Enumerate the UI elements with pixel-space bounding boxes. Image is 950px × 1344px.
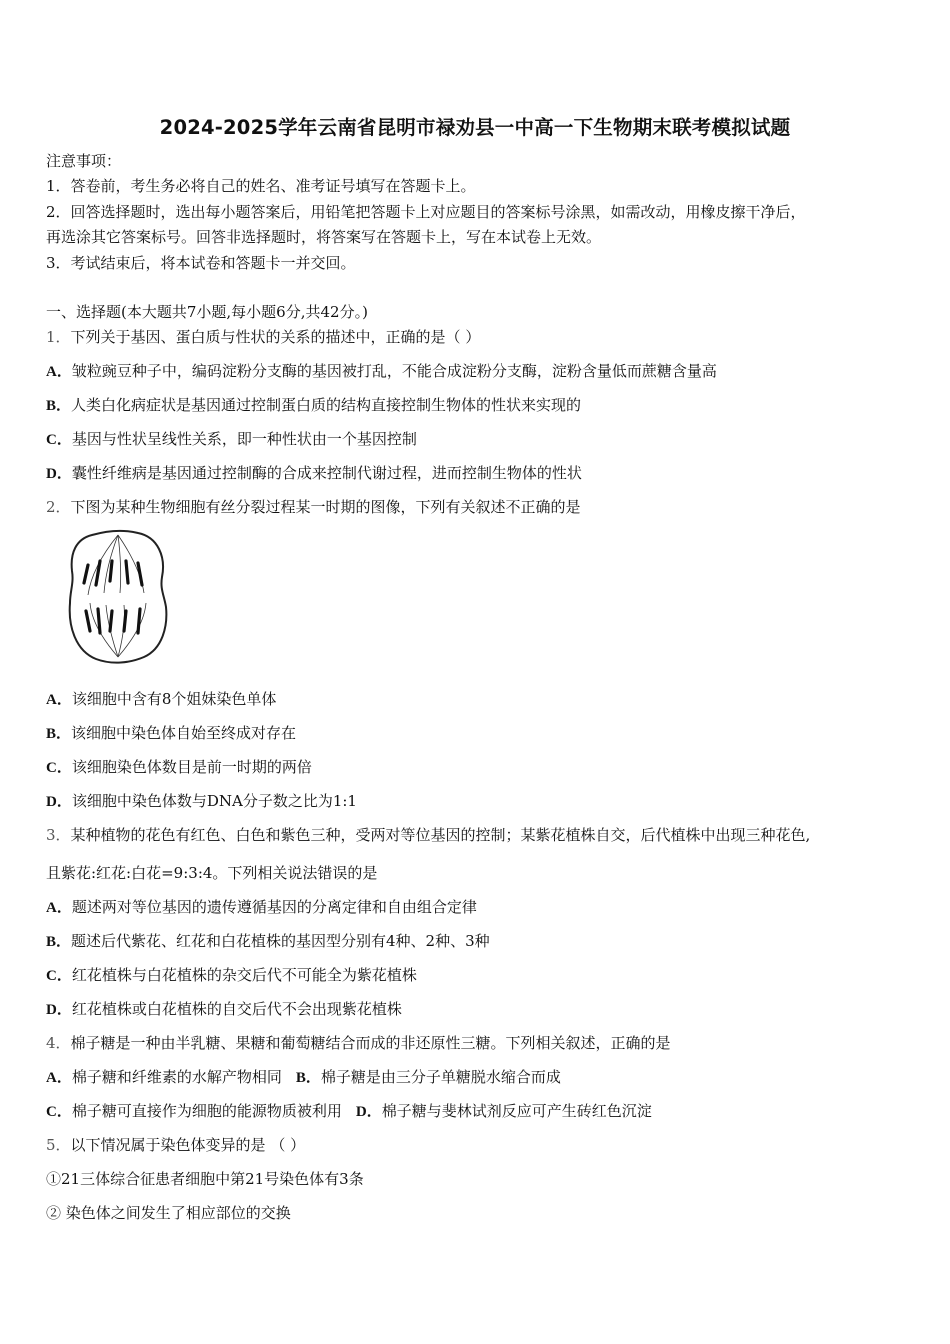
notice-item-1: 1．答卷前，考生务必将自己的姓名、准考证号填写在答题卡上。: [46, 177, 476, 195]
option-label: A．: [46, 364, 72, 380]
option-text: 囊性纤维病是基因通过控制酶的合成来控制代谢过程，进而控制生物体的性状: [71, 464, 582, 482]
question-stem: 下列关于基因、蛋白质与性状的关系的描述中，正确的是（ ）: [70, 328, 481, 346]
option-text: 人类白化病症状是基因通过控制蛋白质的结构直接控制生物体的性状来实现的: [71, 396, 582, 414]
q1-option-b: [46, 395, 581, 416]
q1-option-c: [46, 429, 417, 450]
q5-item-2: ② 染色体之间发生了相应部位的交换: [46, 1204, 291, 1222]
mitosis-cell-figure: [62, 527, 174, 665]
section-heading: 一、选择题(本大题共7小题,每小题6分,共42分。): [46, 303, 368, 321]
option-text: 该细胞中含有8个姐妹染色单体: [71, 690, 277, 708]
option-text: 棉子糖和纤维素的水解产物相同: [71, 1068, 282, 1086]
option-text: 基因与性状呈线性关系，即一种性状由一个基因控制: [71, 430, 417, 448]
question-number: 3．: [46, 826, 71, 844]
option-text: 题述两对等位基因的遗传遵循基因的分离定律和自由组合定律: [71, 898, 477, 916]
option-label: A．: [46, 692, 72, 708]
question-stem: 下图为某种生物细胞有丝分裂过程某一时期的图像，下列有关叙述不正确的是: [70, 498, 581, 516]
q5-item-1: ①21三体综合征患者细胞中第21号染色体有3条: [46, 1170, 364, 1188]
notice-item-3: 3．考试结束后，将本试卷和答题卡一并交回。: [46, 254, 356, 272]
option-text: 该细胞中染色体自始至终成对存在: [71, 724, 297, 742]
spindle-fibers: [88, 535, 146, 657]
question-2: [46, 497, 581, 517]
option-label: C．: [46, 432, 72, 448]
option-text: 棉子糖与斐林试剂反应可产生砖红色沉淀: [381, 1102, 652, 1120]
option-text: 棉子糖可直接作为细胞的能源物质被利用: [71, 1102, 342, 1120]
notice-heading: 注意事项：: [46, 152, 122, 170]
q2-option-a: [46, 689, 276, 710]
option-label: D．: [46, 794, 72, 810]
q2-option-d: [46, 791, 357, 812]
question-number: 4．: [46, 1034, 71, 1052]
notice-item-2: 2．回答选择题时，选出每小题答案后，用铅笔把答题卡上对应题目的答案标号涂黑，如需改动，用橡皮擦干净后，: [46, 203, 806, 221]
question-number: 2．: [46, 498, 71, 516]
question-number: 1．: [46, 328, 71, 346]
q3-option-c: [46, 965, 417, 986]
option-label: B．: [46, 934, 72, 950]
option-label: D．: [46, 466, 72, 482]
notice-item-2-cont: 再选涂其它答案标号。回答非选择题时，将答案写在答题卡上，写在本试卷上无效。: [46, 228, 602, 246]
question-3-cont: 且紫花:红花:白花=9:3:4。下列相关说法错误的是: [46, 864, 378, 882]
cell-outline: [70, 531, 167, 663]
question-stem: 以下情况属于染色体变异的是 （ ）: [70, 1136, 306, 1154]
option-text: 红花植株与白花植株的杂交后代不可能全为紫花植株: [71, 966, 417, 984]
option-text: 题述后代紫花、红花和白花植株的基因型分别有4种、2种、3种: [71, 932, 490, 950]
question-5: [46, 1135, 305, 1155]
option-text: 该细胞染色体数目是前一时期的两倍: [71, 758, 312, 776]
q1-option-a: [46, 361, 717, 382]
q4-options-ab: [46, 1067, 561, 1088]
question-1: [46, 327, 480, 347]
question-4: [46, 1033, 671, 1053]
q3-option-a: [46, 897, 477, 918]
option-label: A．: [46, 1070, 72, 1086]
question-number: 5．: [46, 1136, 71, 1154]
q2-option-b: [46, 723, 296, 744]
q2-option-c: [46, 757, 312, 778]
option-text: 红花植株或白花植株的自交后代不会出现紫花植株: [71, 1000, 402, 1018]
q1-option-d: [46, 463, 582, 484]
option-label: D．: [46, 1002, 72, 1018]
page-title: 2024-2025学年云南省昆明市禄劝县一中高一下生物期末联考模拟试题: [159, 116, 791, 139]
option-label: A．: [46, 900, 72, 916]
option-label: C．: [46, 760, 72, 776]
option-label: C．: [46, 1104, 72, 1120]
option-label: B．: [295, 1070, 321, 1086]
question-3: [46, 825, 810, 845]
option-text: 皱粒豌豆种子中，编码淀粉分支酶的基因被打乱，不能合成淀粉分支酶，淀粉含量低而蔗糖含量高: [71, 362, 717, 380]
q3-option-b: [46, 931, 490, 952]
option-label: B．: [46, 398, 72, 414]
option-text: 该细胞中染色体数与DNA分子数之比为1:1: [71, 792, 357, 810]
option-label: B．: [46, 726, 72, 742]
q3-option-d: [46, 999, 402, 1020]
chromosomes-upper: [84, 561, 142, 585]
question-stem: 某种植物的花色有红色、白色和紫色三种，受两对等位基因的控制；某紫花植株自交，后代植株中出现三种花色,: [70, 826, 811, 844]
question-stem: 棉子糖是一种由半乳糖、果糖和葡萄糖结合而成的非还原性三糖。下列相关叙述，正确的是: [70, 1034, 671, 1052]
option-label: D．: [355, 1104, 382, 1120]
option-text: 棉子糖是由三分子单糖脱水缩合而成: [320, 1068, 561, 1086]
option-label: C．: [46, 968, 72, 984]
q4-options-cd: [46, 1101, 652, 1122]
